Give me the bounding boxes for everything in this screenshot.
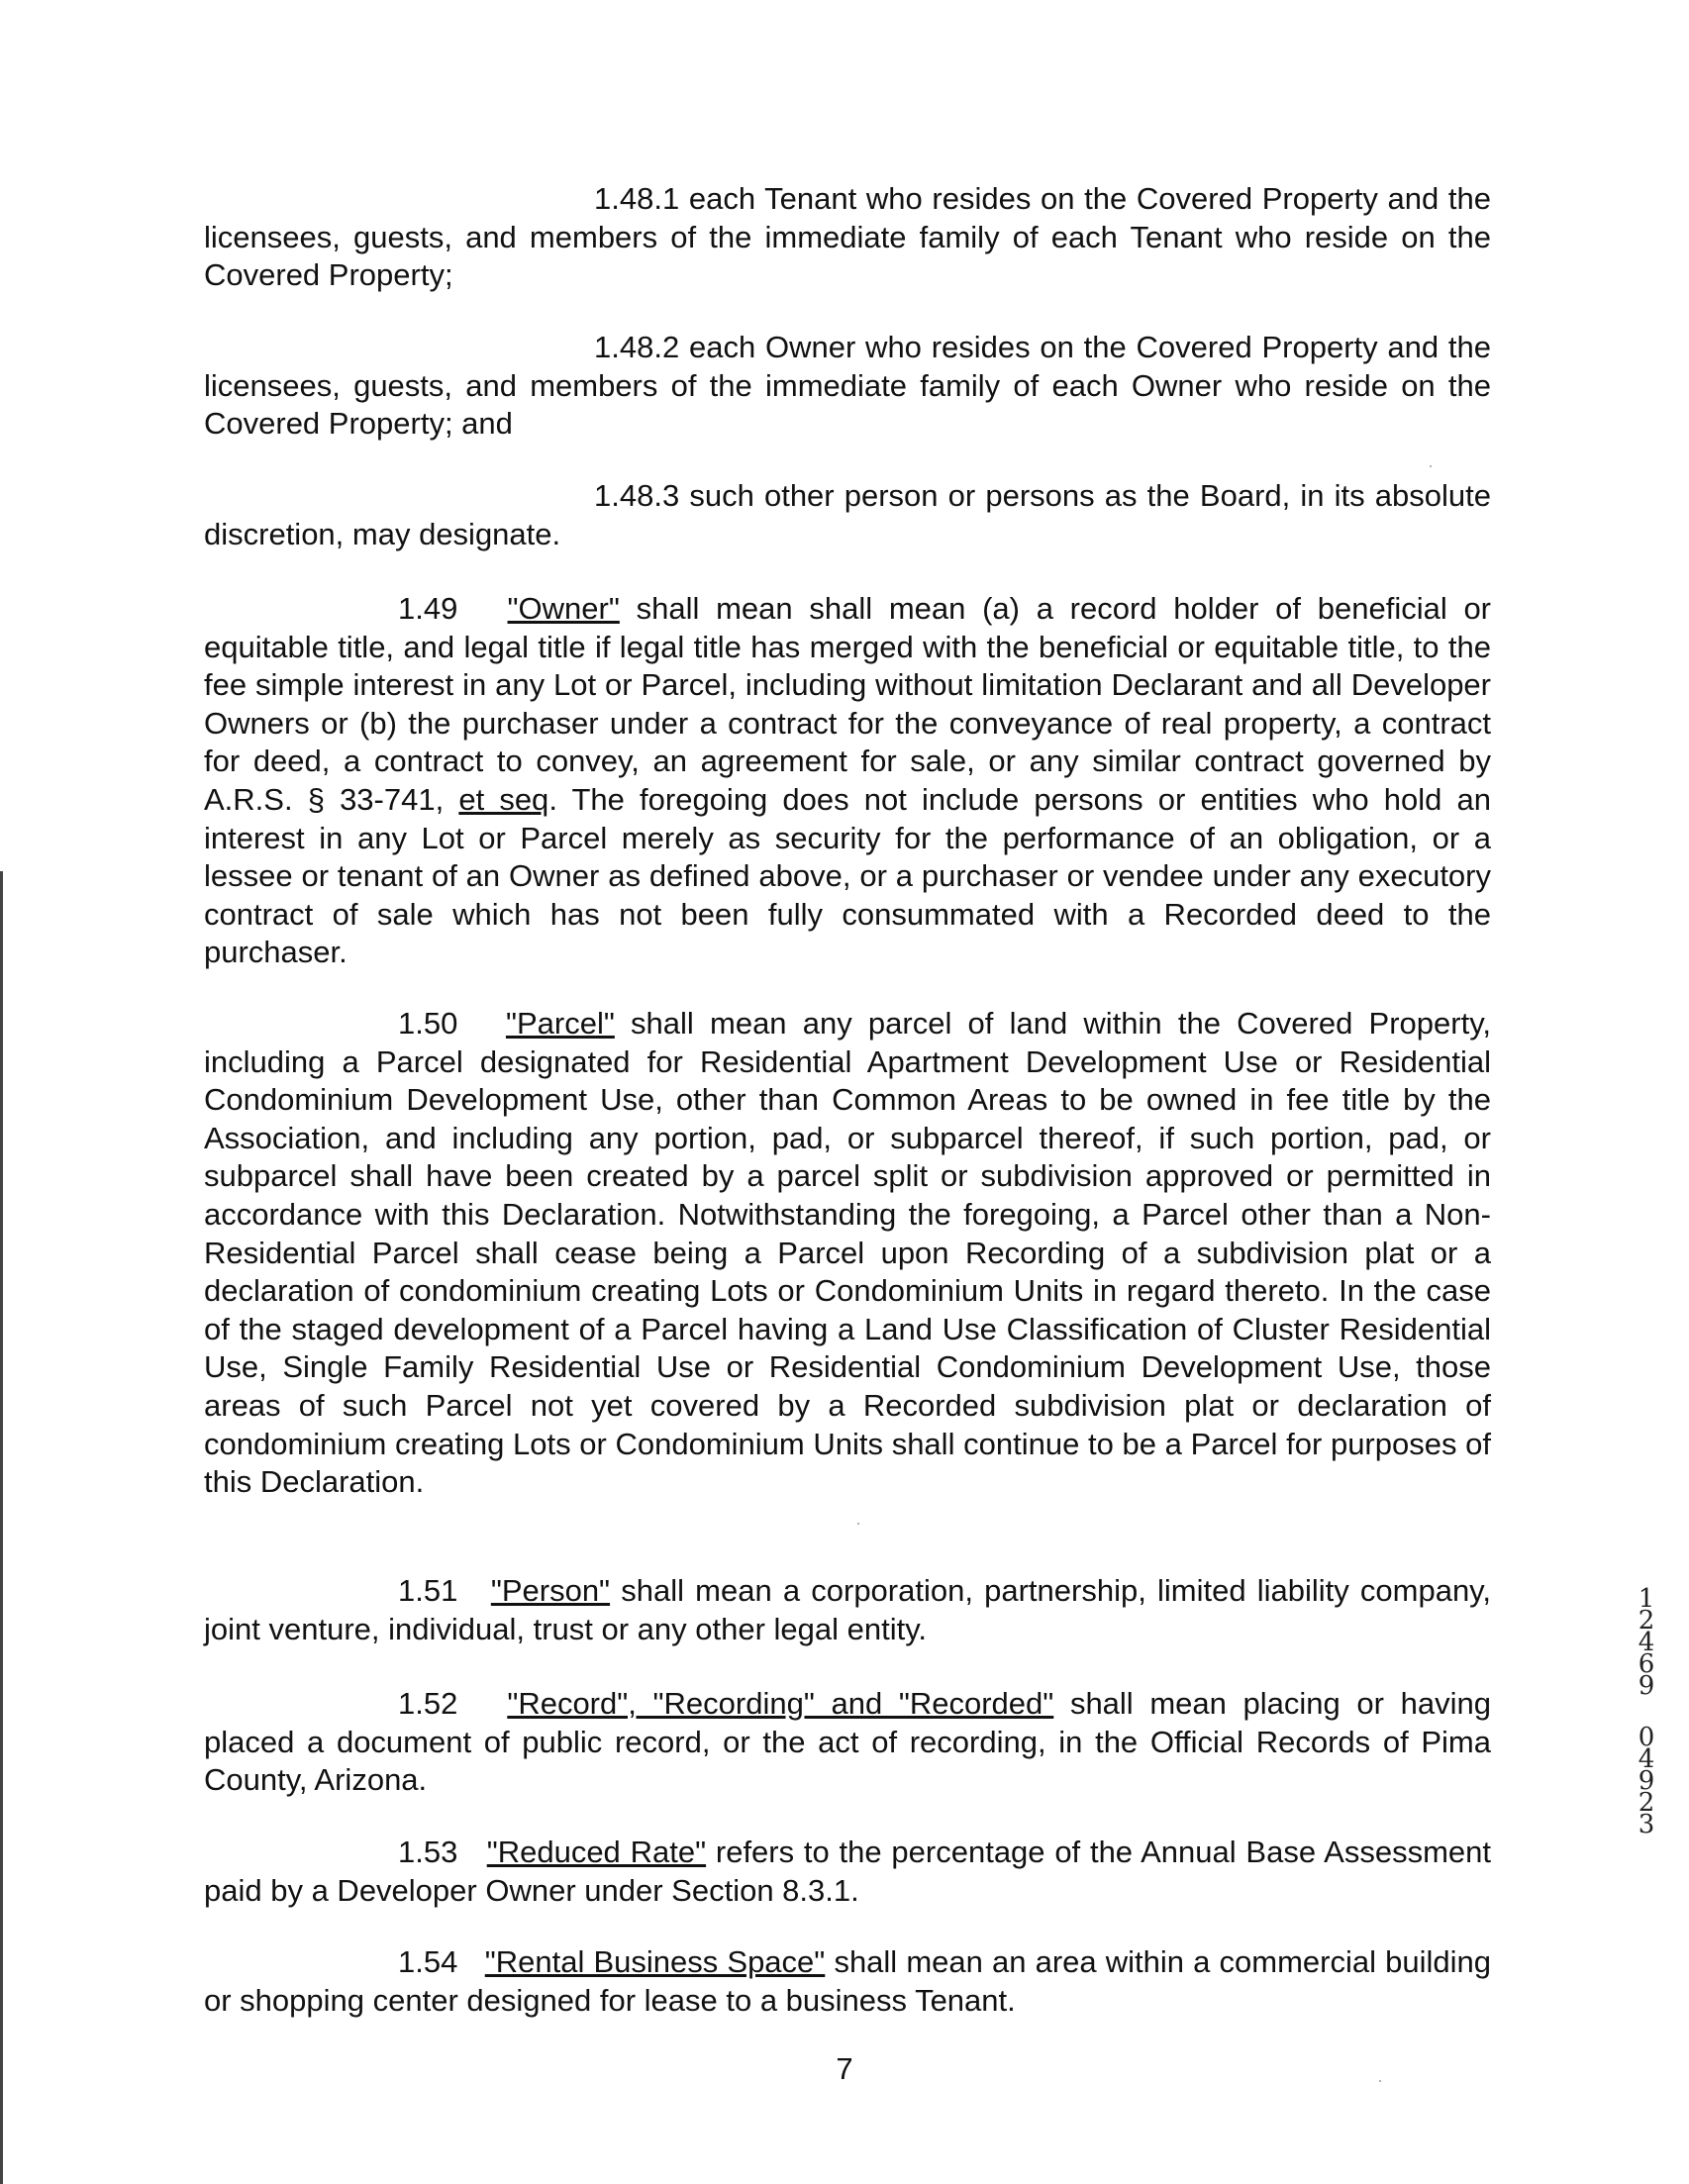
paragraph-1-48-1 [204,180,1491,295]
et-seq: et seq [458,781,549,817]
scan-speck [1379,2080,1381,2082]
stamp-digit: 9 [1638,1766,1655,1796]
paragraph-text: each Tenant who resides on the Covered Property and the licensees, guests, and members of the immediate family of each Tenant who reside on the Covered Property; [204,181,1491,293]
paragraph-text: shall mean placing or having placed a document of public record, or the act of recording, in the Official Records of Pima County, Arizona. [204,1686,1491,1798]
paragraph-1-52 [204,1685,1491,1800]
defined-term-reduced-rate: "Reduced Rate" [486,1835,707,1869]
defined-term-parcel: "Parcel" [505,1006,615,1041]
defined-term-person: "Person" [490,1573,611,1608]
defined-term-record: "Record", "Recording" and "Recorded" [507,1686,1054,1721]
scan-edge-rule [0,871,3,2184]
stamp-digit: 2 [1638,1788,1655,1818]
defined-term-rental-business-space: "Rental Business Space" [484,1944,826,1979]
stamp-digit: 4 [1638,1744,1655,1774]
stamp-digit: 3 [1638,1810,1655,1839]
section-number: 1.48.1 [594,181,680,216]
scan-speck [857,1523,859,1525]
recording-stamp [1632,1584,1661,1839]
paragraph-1-50 [204,1005,1491,1502]
section-number: 1.50 [398,1006,458,1041]
paragraph-text: shall mean a corporation, partnership, limited liability company, joint venture, individual, trust or any other legal entity. [204,1573,1491,1646]
section-number: 1.48.3 [594,478,680,513]
section-number: 1.48.2 [594,330,680,364]
stamp-digit: 2 [1638,1606,1655,1636]
section-number: 1.53 [398,1835,458,1869]
section-number: 1.54 [398,1944,458,1979]
paragraph-text-continued: . The foregoing does not include persons or entities who hold an interest in any Lot or Parcel merely as security for the performance of an obligation, or a lessee or tenant of an Owner as defined above, or a purchaser or vendee under any executory contract of sale which has not been fully consummated with a Recorded deed to the purchaser. [204,781,1491,970]
paragraph-text: shall mean any parcel of land within the Covered Property, including a Parcel designated for Residential Apartment Development Use or Residential Condominium Development Use, other than Common Areas to be owned in fee title by the Association, and including any portion, pad, or subparcel thereof, if such portion, pad, or subparcel shall have been created by a parcel split or subdivision approved or permitted in accordance with this Declaration. Notwithstanding the foregoing, a Parcel other than a Non-Residential Parcel shall cease being a Parcel upon Recording of a subdivision plat or a declaration of condominium creating Lots or Condominium Units in regard thereto. In the case of the staged development of a Parcel having a Land Use Classification of Cluster Residential Use, Single Family Residential Use or Residential Condominium Development Use, those areas of such Parcel not yet covered by a Recorded subdivision plat or declaration of condominium creating Lots or Condominium Units shall continue to be a Parcel for purposes of this Declaration. [204,1006,1492,1500]
defined-term-owner: "Owner" [507,591,620,626]
paragraph-text: refers to the percentage of the Annual Base Assessment paid by a Developer Owner under Section 8.3.1. [204,1835,1491,1908]
paragraph-1-53 [204,1834,1491,1910]
scan-speck [1430,465,1432,467]
stamp-digit: 1 [1638,1584,1655,1614]
paragraph-1-48-3 [204,477,1491,553]
paragraph-1-51 [204,1572,1491,1648]
paragraph-text: each Owner who resides on the Covered Property and the licensees, guests, and members of the immediate family of each Owner who reside on the Covered Property; and [204,330,1491,442]
paragraph-text: such other person or persons as the Board, in its absolute discretion, may designate. [204,478,1491,551]
stamp-digit: 9 [1638,1671,1655,1701]
paragraph-text: shall mean an area within a commercial building or shopping center designed for lease to a business Tenant. [204,1944,1491,2018]
paragraph-1-54 [204,1943,1491,2020]
stamp-digit: 0 [1638,1723,1655,1752]
paragraph-text: shall mean shall mean (a) a record holder of beneficial or equitable title, and legal title if legal title has merged with the beneficial or equitable title, to the fee simple interest in any Lot or Parcel, including without limitation Declarant and all Developer Owners or (b) the purchaser under a contract for the conveyance of real property, a contract for deed, a contract to convey, an agreement for sale, or any similar contract governed by A.R.S. § 33-741, [204,591,1492,817]
paragraph-1-48-2 [204,329,1491,444]
section-number: 1.52 [398,1686,458,1721]
stamp-digit: 4 [1638,1628,1655,1657]
section-number: 1.49 [398,591,458,626]
paragraph-1-49 [204,590,1491,972]
section-number: 1.51 [398,1573,458,1608]
stamp-digit: 6 [1638,1649,1655,1679]
page-number: 7 [836,2051,853,2086]
